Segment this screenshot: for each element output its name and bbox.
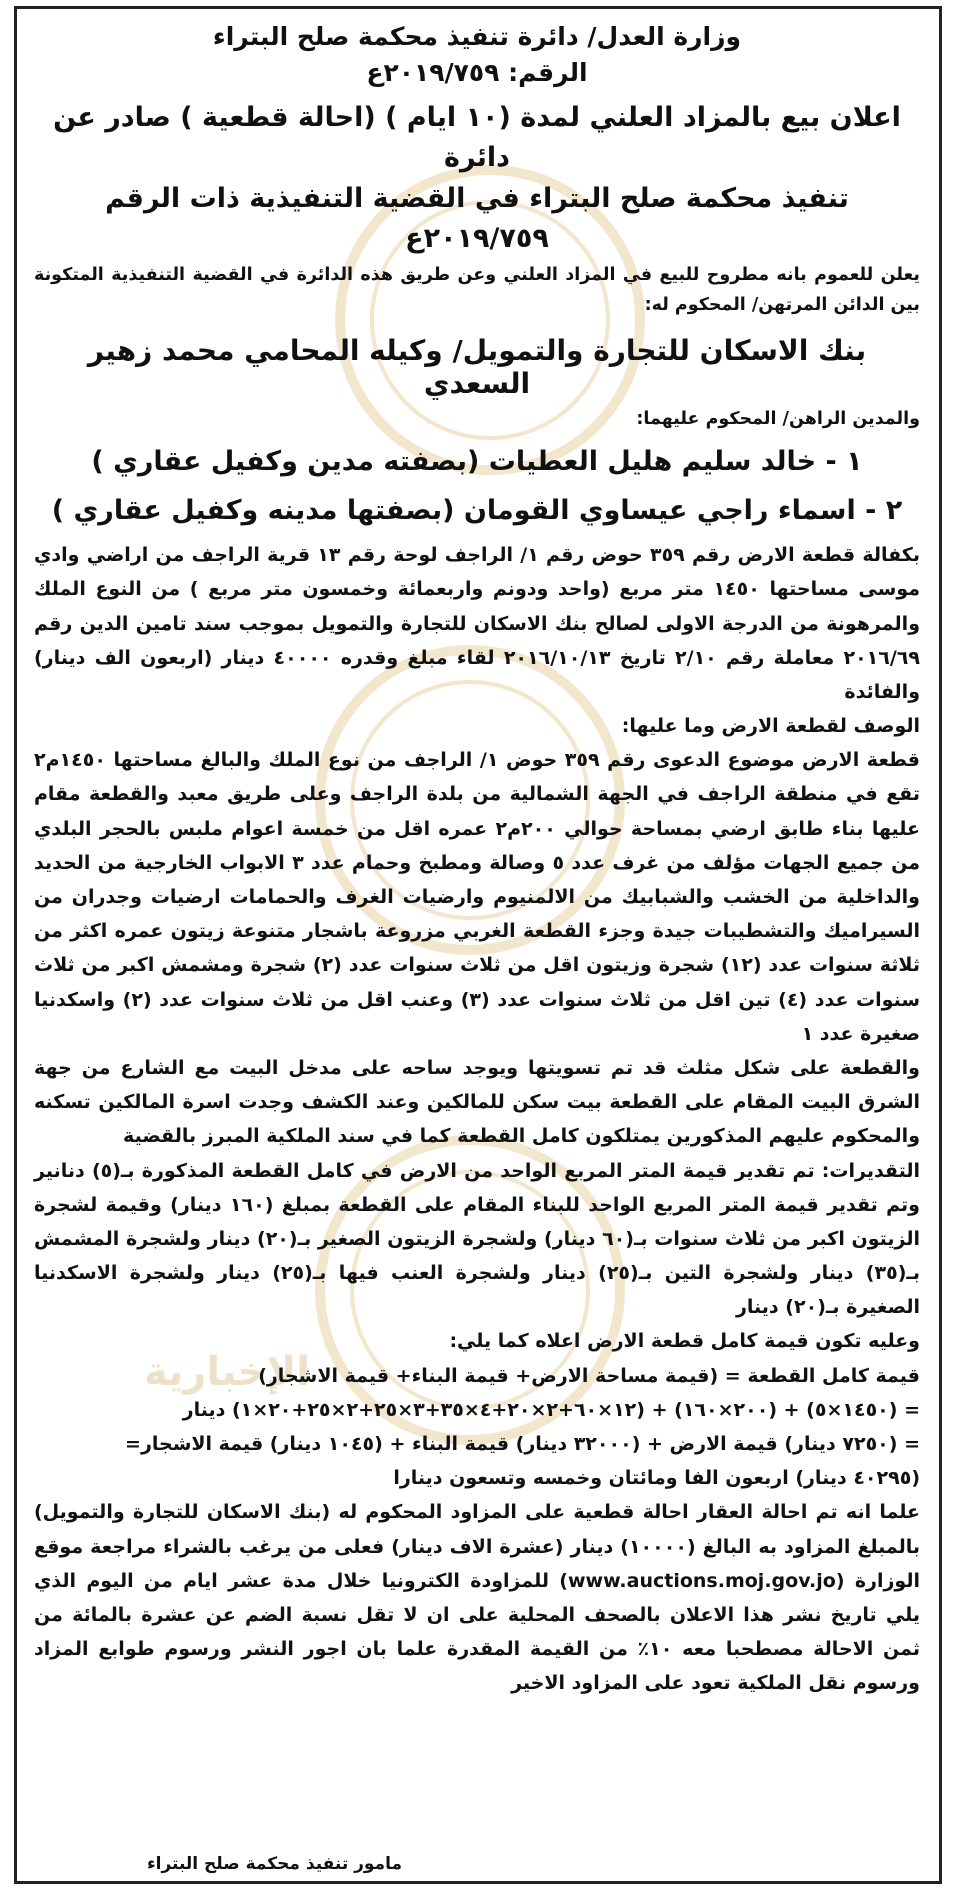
shape-paragraph: والقطعة على شكل مثلث قد تم تسويتها ويوجد ساحه على مدخل البيت مع الشارع من جهة الشرق البيت المقام على القطعة بيت سكن للمالكين وعند الكشف وجدت اسرة المالكين تسكنه والمحكوم عليهم المذكورين يمتلكون كامل القطعة كما في سند الملكية المبرز بالقضية: [34, 1056, 920, 1148]
debtor-intro: والمدين الراهن/ المحكوم عليهما:: [636, 408, 920, 429]
calculation-line-2: = (٧٢٥٠ دينار) قيمة الارض + (٣٢٠٠٠ دينار) قيمة البناء + (١٠٤٥ دينار) قيمة الاشجار=: [125, 1433, 920, 1456]
debtor-1: ١ - خالد سليم هليل العطيات (بصفته مدين وكفيل عقاري ): [91, 445, 863, 477]
notice-title-line2: تنفيذ محكمة صلح البتراء في القضية التنفيذية ذات الرقم ٢٠١٩/٧٥٩ع: [105, 182, 849, 254]
description-paragraph: قطعة الارض موضوع الدعوى رقم ٣٥٩ حوض ١/ الراجف من نوع الملك والبالغ مساحتها ١٤٥٠م٢ تقع في منطقة الراجف في الجهة الشمالية من بلدة الراجف وعلى طريق معبد والقطعة مقام عليها بناء طابق ارضي بمساحة حوالي ٢٠٠م٢ عمره اقل من خمسة اعوام ملبس بالحجر البلدي من جميع الجهات مؤلف من غرف عدد ٥ وصالة ومطبخ وحمام عدد ٣ الابواب الخارجية من الحديد والداخلية من الخشب والشبابيك من الالمنيوم وارضيات الغرف والحمامات ارضيات وجدران من السيراميك والتشطيبات جيدة وجزء القطعة الغربي مزروعة باشجار متنوعة زيتون عمره اكثر من ثلاثة سنوات عدد (١٢) شجرة وزيتون اقل من ثلاث سنوات عدد (٢) شجرة ومشمش اكبر من ثلاث سنوات عدد (٤) تين اقل من ثلاث سنوات عدد (٣) وعنب اقل من ثلاث سنوات عدد (٢) واسكدنيا صغيرة عدد ١: [34, 749, 921, 1045]
intro-paragraph: يعلن للعموم بانه مطروح للبيع في المزاد العلني وعن طريق هذه الدائرة في القضية التنفيذية المتكونة بين الدائن المرتهن/ المحكوم له:: [34, 264, 920, 315]
ministry-line: وزارة العدل/ دائرة تنفيذ محكمة صلح البتراء: [212, 22, 742, 51]
formula-line: قيمة كامل القطعة = (قيمة مساحة الارض+ قيمة البناء+ قيمة الاشجار): [258, 1364, 920, 1387]
award-paragraph: علما انه تم احالة العقار احالة قطعية على المزاود المحكوم له (بنك الاسكان للتجارة والتمويل) بالمبلغ المزاود به البالغ (١٠٠٠٠) دينار (عشرة الاف دينار) فعلى من يرغب بالشراء مراجعة موقع الوزارة (www.auctions.moj.gov.jo) للمزاودة الكترونيا خلال مدة عشر ايام من اليوم الذي يلي تاريخ نشر هذا الاعلان بالصحف المحلية على ان لا تقل نسبة الضم عن عشرة بالمائة من ثمن الاحالة مصطحبا معه ١٠٪ من القيمة المقدرة علما بان اجور النشر ورسوم طوابع المزاد ورسوم نقل الملكية تعود على المزاود الاخير: [34, 1501, 921, 1695]
signature-line: مامور تنفيذ محكمة صلح البتراء: [146, 1854, 402, 1874]
auction-notice: [34, 14, 920, 1701]
valuations-paragraph: التقديرات: تم تقدير قيمة المتر المربع الواحد من الارض في كامل القطعة المذكورة بـ(٥) دنانير وتم تقدير قيمة المتر المربع الواحد للبناء المقام على القطعة بمبلغ (١٦٠ دينار) وقيمة لشجرة الزيتون اكبر من ثلاث سنوات بـ(٦٠ دينار) ولشجرة الزيتون الصغير بـ(٢٠) دينار ولشجرة المشمش بـ(٣٥) دينار ولشجرة التين بـ(٢٥) دينار ولشجرة العنب فيها بـ(٢٥) دينار ولشجرة الاسكدنيا الصغيرة بـ(٢٠) دينار: [34, 1159, 921, 1319]
watermark-text: الإخبارية: [144, 1349, 310, 1395]
notice-title-line1: اعلان بيع بالمزاد العلني لمدة (١٠ ايام ) (احالة قطعية ) صادر عن دائرة: [53, 101, 901, 173]
reference-number: الرقم: ٢٠١٩/٧٥٩ع: [366, 57, 588, 87]
debtor-2: ٢ - اسماء راجي عيساوي القومان (بصفتها مدينه وكفيل عقاري ): [51, 494, 903, 526]
guarantee-paragraph: بكفالة قطعة الارض رقم ٣٥٩ حوض رقم ١/ الراجف لوحة رقم ١٣ قرية الراجف من اراضي وادي موسى مساحتها ١٤٥٠ متر مربع (واحد ودونم واربعمائة وخمسون متر مربع ) من النوع الملك والمرهونة من الدرجة الاولى لصالح بنك الاسكان للتجارة والتمويل بموجب سند تامين الدين رقم ٢٠١٦/٦٩ معاملة رقم ٢/١٠ تاريخ ٢٠١٦/١٠/١٣ لقاء مبلغ وقدره ٤٠٠٠٠ دينار (اربعون الف دينار) والفائدة: [34, 544, 920, 703]
calculation-line-1: = (١٤٥٠×٥) + (٢٠٠×١٦٠) + (١٢×٦٠+٢×٢٠+٤×٣٥+٣×٢٥+٢×٢٥+٢٠×١) دينار: [182, 1398, 920, 1421]
creditor-name: بنك الاسكان للتجارة والتمويل/ وكيله المحامي محمد زهير السعدي: [87, 333, 867, 400]
description-heading: الوصف لقطعة الارض وما عليها:: [621, 715, 920, 738]
calculation-line-3: (٤٠٢٩٥ دينار) اربعون الفا ومائتان وخمسه وتسعون دينارا: [393, 1467, 920, 1490]
total-intro: وعليه تكون قيمة كامل قطعة الارض اعلاه كما يلي:: [449, 1330, 920, 1353]
